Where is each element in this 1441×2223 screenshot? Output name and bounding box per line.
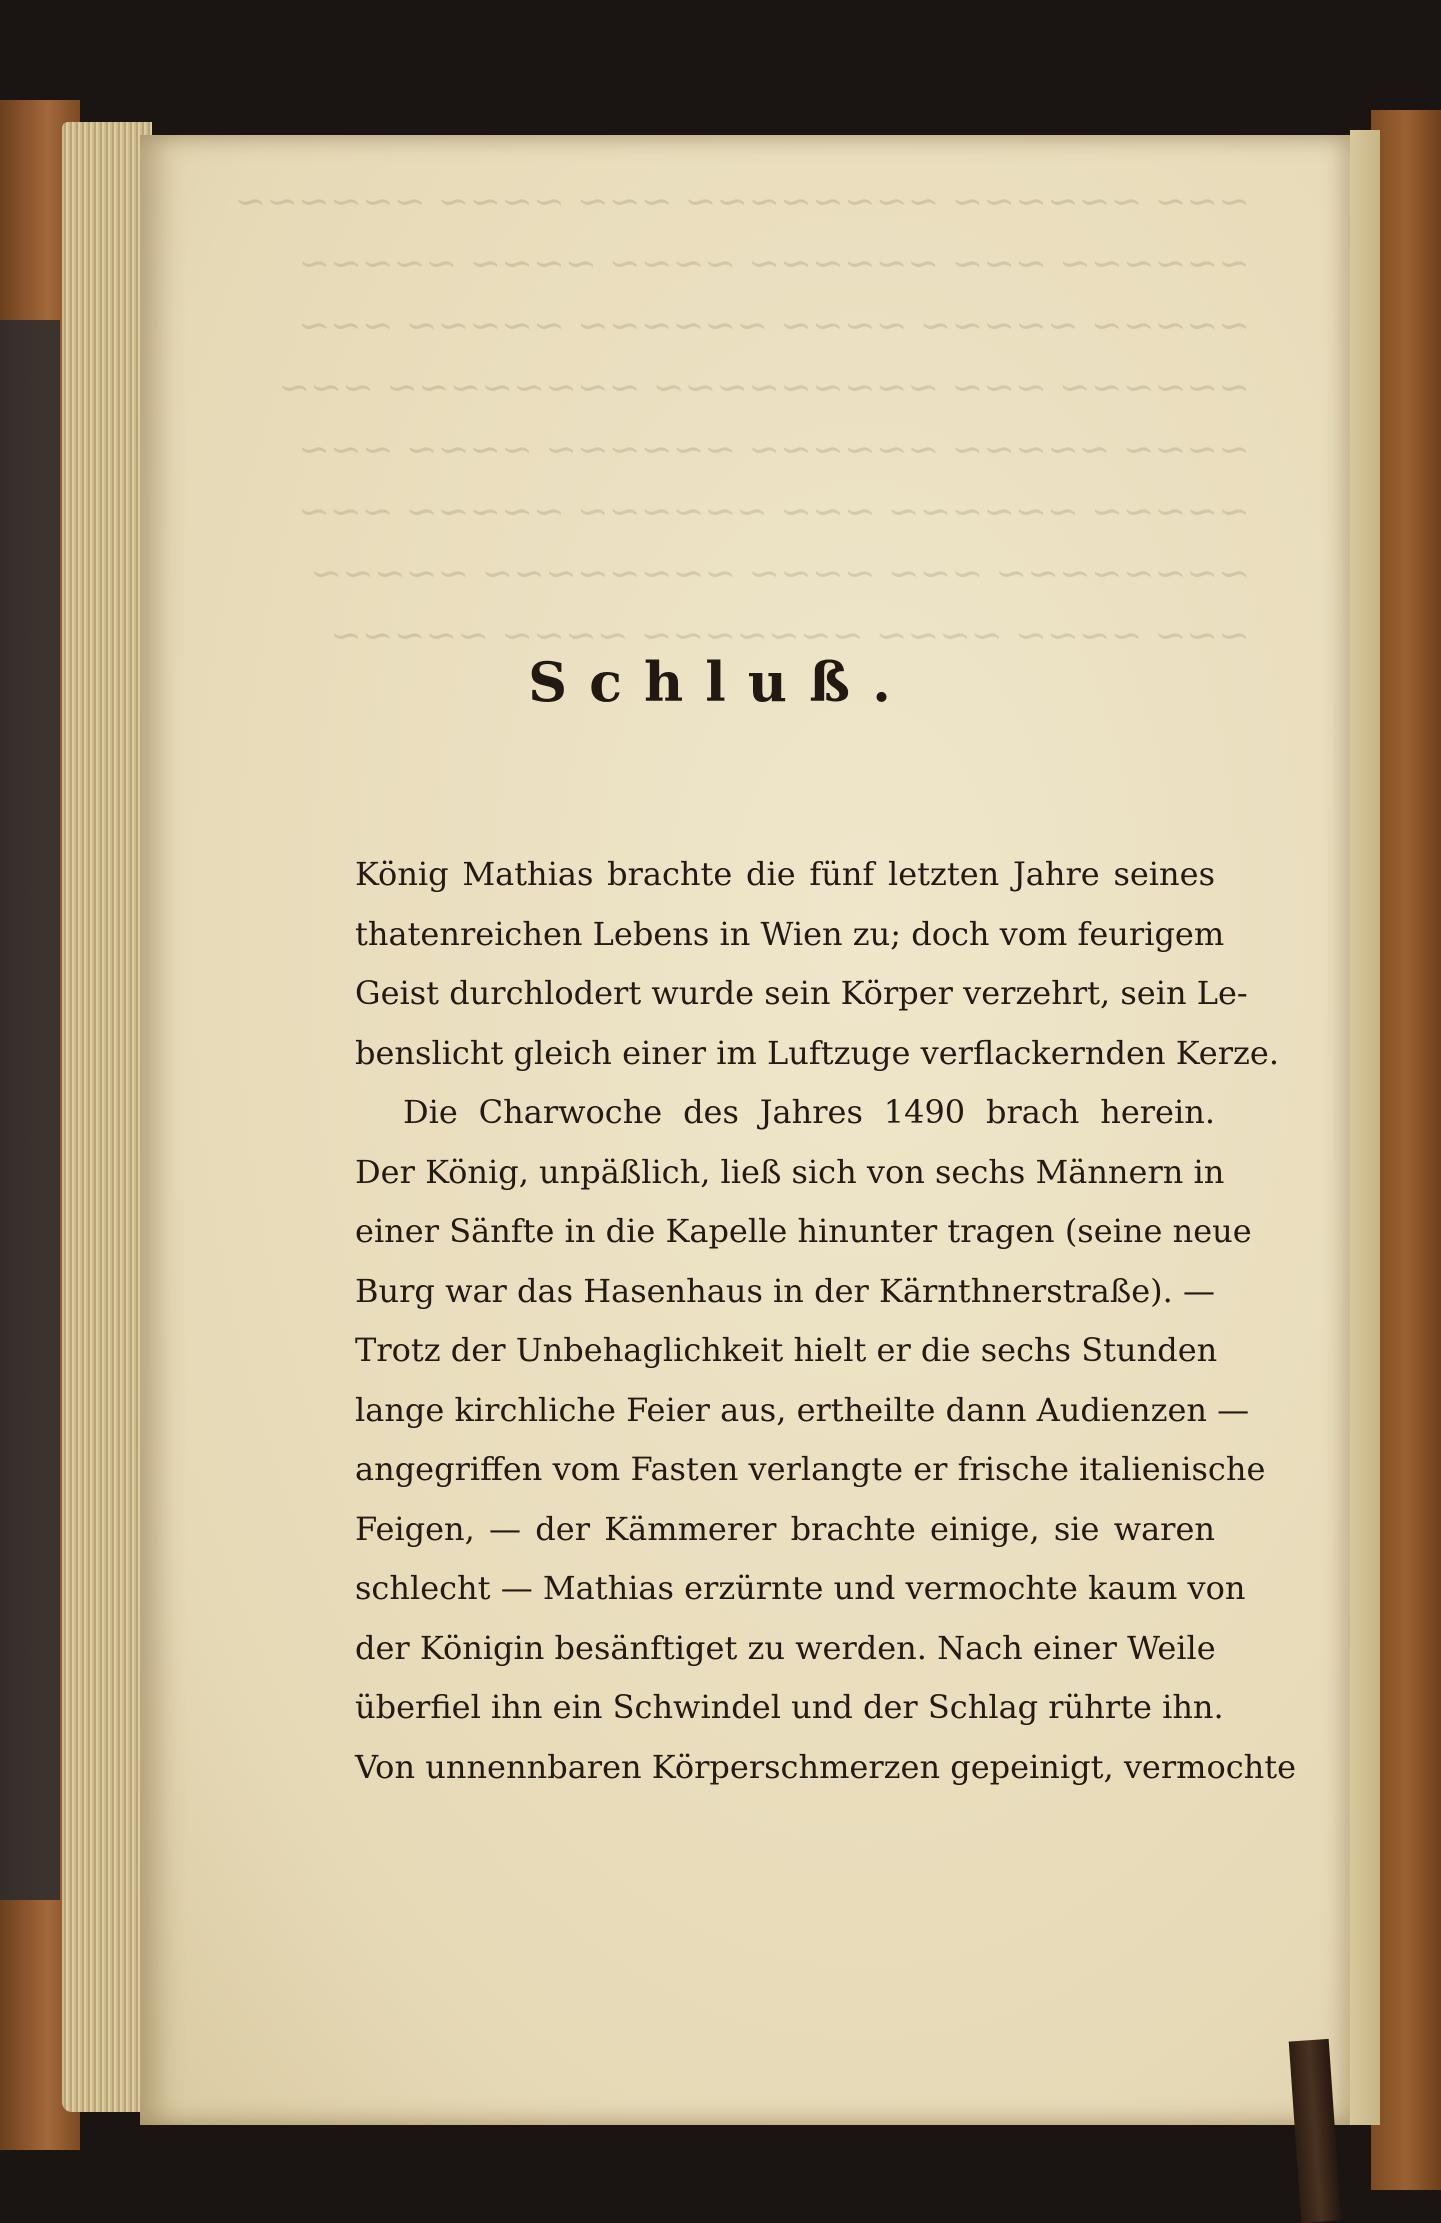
text-line: thatenreichen Lebens in Wien zu; doch vom feurigem xyxy=(355,914,1225,953)
text-line: Die Charwoche des Jahres 1490 brach herein. xyxy=(403,1093,1215,1131)
book-cover-right xyxy=(1371,110,1441,2190)
text-line: Der König, unpäßlich, ließ sich von sechs Männern in xyxy=(355,1152,1225,1191)
cover-patch xyxy=(0,320,60,1900)
text-line: Feigen, — der Kämmerer brachte einige, sie waren xyxy=(355,1509,1215,1548)
text-line: Geist durchlodert wurde sein Körper verzehrt, sein Le- xyxy=(355,974,1248,1012)
next-page-edge xyxy=(1350,130,1380,2125)
text-line: benslicht gleich einer im Luftzuge verflackernden Kerze. xyxy=(355,1033,1279,1072)
text-line: Trotz der Unbehaglichkeit hielt er die sechs Stunden xyxy=(355,1331,1218,1369)
text-line: angegriffen vom Fasten verlangte er frische italienische xyxy=(355,1450,1266,1488)
text-line: schlecht — Mathias erzürnte und vermochte kaum von xyxy=(355,1569,1246,1607)
text-line: überfiel ihn ein Schwindel und der Schlag rührte ihn. xyxy=(355,1688,1224,1726)
text-line: Burg war das Hasenhaus in der Kärnthnerstraße). — xyxy=(355,1271,1215,1310)
text-line: König Mathias brachte die fünf letzten Jahre seines xyxy=(355,855,1215,893)
text-line: lange kirchliche Feier aus, ertheilte dann Audienzen — xyxy=(355,1390,1250,1429)
page-edges xyxy=(62,122,152,2112)
page-heading: Schluß. xyxy=(528,650,913,714)
text-line: der Königin besänftiget zu werden. Nach einer Weile xyxy=(355,1628,1216,1667)
body-text xyxy=(355,845,1297,1797)
text-line: Von unnennbaren Körperschmerzen gepeinigt, vermochte xyxy=(355,1747,1297,1786)
text-line: einer Sänfte in die Kapelle hinunter tragen (seine neue xyxy=(355,1212,1252,1250)
